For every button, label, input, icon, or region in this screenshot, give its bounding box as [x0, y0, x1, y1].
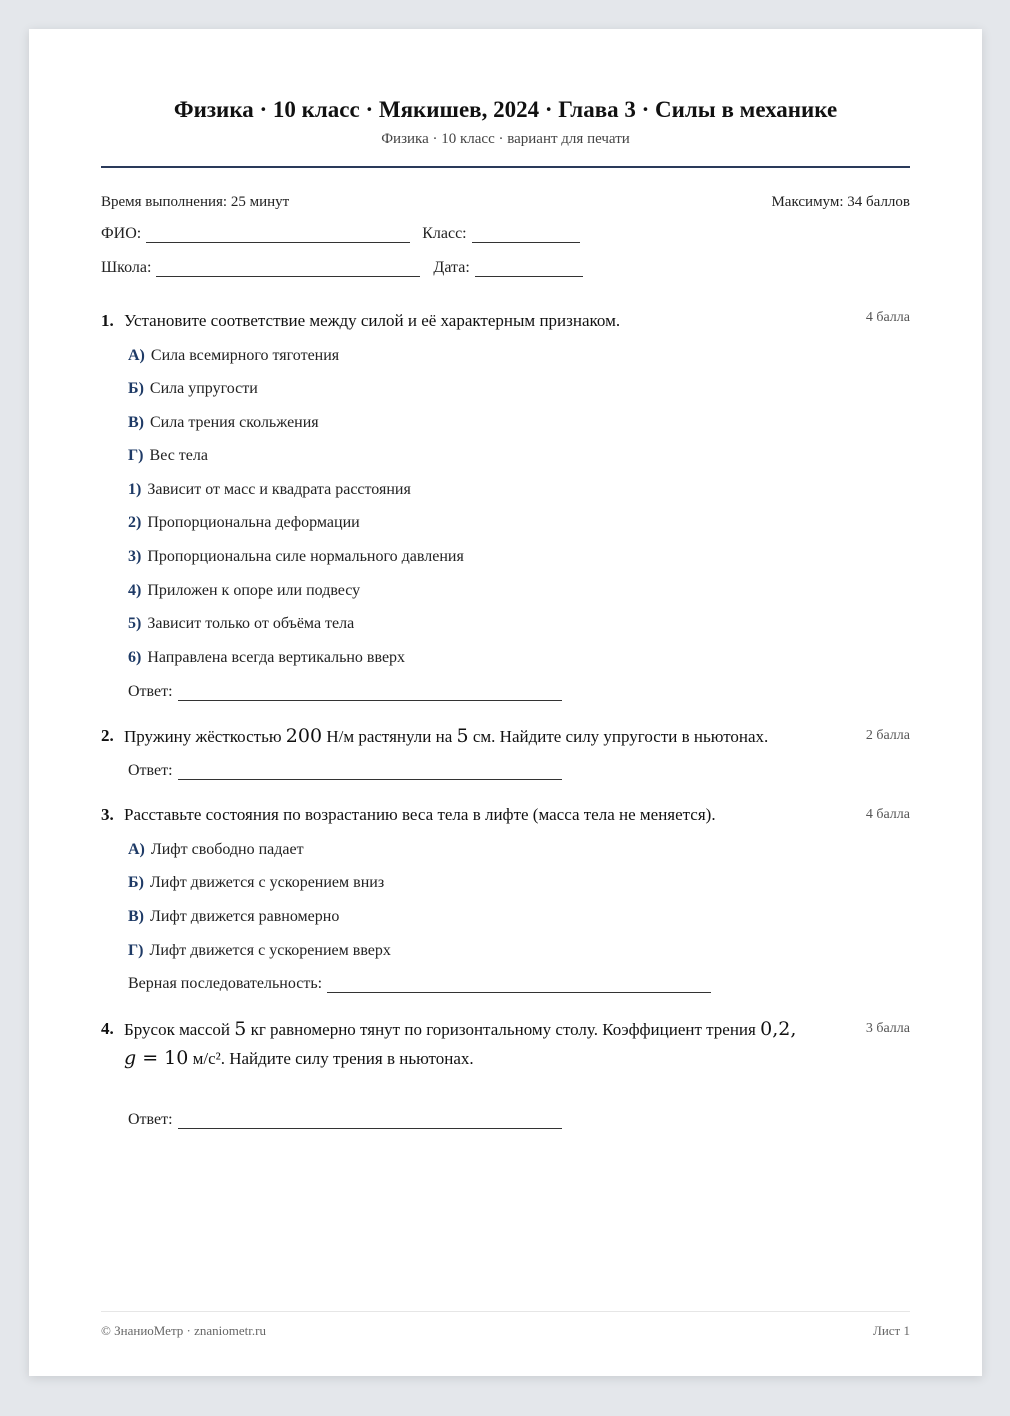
option-item: [128, 582, 360, 600]
option-item: [128, 514, 360, 532]
fio-field[interactable]: [146, 229, 410, 243]
answer-label: Ответ:: [128, 762, 173, 779]
fio-class-row: [101, 225, 580, 243]
school-label: Школа:: [101, 259, 152, 276]
option-text: Лифт движется равномерно: [150, 908, 340, 925]
option-item: [128, 942, 391, 960]
answer-field[interactable]: [178, 766, 562, 780]
class-label: Класс:: [422, 225, 467, 242]
option-item: [128, 347, 339, 365]
option-item: [128, 481, 411, 499]
date-field[interactable]: [475, 263, 583, 277]
option-label: А): [128, 347, 145, 364]
question-1: [101, 307, 910, 700]
fio-label: ФИО:: [101, 225, 142, 242]
math-value: 0,2: [760, 1018, 791, 1040]
page-title: Физика · 10 класс · Мякишев, 2024 · Глава 3 · Силы в механике: [173, 97, 838, 122]
answer-row: [128, 1111, 562, 1129]
question-number: 2.: [101, 726, 114, 745]
option-label: 1): [128, 481, 142, 498]
question-points: 4 балла: [865, 807, 910, 822]
answer-row: [128, 975, 711, 993]
option-item: [128, 380, 258, 398]
answer-label: Ответ:: [128, 683, 173, 700]
class-field[interactable]: [472, 229, 580, 243]
option-text: Пропорциональна силе нормального давления: [147, 548, 464, 565]
option-label: 3): [128, 548, 142, 565]
answer-field[interactable]: [178, 1115, 562, 1129]
math-value: ,: [790, 1018, 797, 1040]
text-fragment: Брусок массой: [124, 1020, 235, 1039]
option-text: Лифт движется с ускорением вверх: [149, 942, 391, 959]
date-label: Дата:: [433, 259, 470, 276]
worksheet-page: [29, 29, 982, 1376]
option-label: Б): [128, 380, 144, 397]
answer-row: [128, 683, 562, 701]
max-score: Максимум: 34 баллов: [771, 194, 910, 210]
option-label: Б): [128, 874, 144, 891]
option-text: Вес тела: [149, 447, 208, 464]
question-number: 4.: [101, 1019, 114, 1038]
option-label: А): [128, 841, 145, 858]
option-text: Пропорциональна деформации: [147, 514, 360, 531]
question-4: [101, 1015, 910, 1128]
question-points: 3 балла: [865, 1021, 910, 1036]
option-label: 6): [128, 649, 142, 666]
option-text: Лифт свободно падает: [150, 841, 304, 858]
answer-field[interactable]: [327, 979, 711, 993]
question-points: 2 балла: [865, 728, 910, 743]
question-text: [101, 722, 910, 751]
answer-field[interactable]: [178, 687, 562, 701]
math-value: 200: [285, 725, 323, 747]
question-text: Установите соответствие между силой и её характерным признаком.: [124, 311, 621, 330]
answer-label: Верная последовательность:: [128, 975, 323, 992]
option-text: Сила трения скольжения: [150, 414, 319, 431]
page-subtitle: Физика · 10 класс · вариант для печати: [381, 131, 630, 147]
option-item: [128, 447, 208, 465]
text-fragment: см. Найдите силу упругости в ньютонах.: [468, 727, 769, 746]
footer-divider: [101, 1311, 910, 1312]
footer-copyright: © ЗнаниоМетр · znaniometr.ru: [101, 1323, 266, 1338]
school-date-row: [101, 259, 583, 277]
option-label: 5): [128, 615, 142, 632]
question-points: 4 балла: [865, 310, 910, 325]
question-number: 3.: [101, 805, 114, 824]
option-text: Зависит от масс и квадрата расстояния: [147, 481, 411, 498]
header-divider: [101, 166, 910, 168]
option-label: Г): [128, 447, 144, 464]
math-variable: g: [124, 1047, 137, 1069]
option-label: Г): [128, 942, 144, 959]
question-3: [101, 801, 910, 992]
option-item: [128, 414, 319, 432]
text-fragment: м/с². Найдите силу трения в ньютонах.: [188, 1049, 474, 1068]
question-text: Расставьте состояния по возрастанию веса тела в лифте (масса тела не меняется).: [124, 805, 716, 824]
option-text: Сила всемирного тяготения: [150, 347, 340, 364]
question-text: [101, 1015, 910, 1073]
option-item: [128, 615, 354, 633]
school-field[interactable]: [156, 263, 420, 277]
option-text: Зависит только от объёма тела: [147, 615, 355, 632]
option-item: [128, 908, 339, 926]
question-number: 1.: [101, 311, 114, 330]
time-limit: Время выполнения: 25 минут: [101, 194, 290, 210]
option-label: В): [128, 908, 144, 925]
text-fragment: кг равномерно тянут по горизонтальному столу. Коэффициент трения: [246, 1020, 761, 1039]
answer-row: [128, 762, 562, 780]
answer-label: Ответ:: [128, 1111, 173, 1128]
option-text: Лифт движется с ускорением вниз: [149, 874, 385, 891]
option-item: [128, 841, 304, 859]
footer-page-number: Лист 1: [873, 1323, 910, 1338]
option-item: [128, 548, 464, 566]
text-fragment: Пружину жёсткостью: [124, 727, 286, 746]
math-value: 5: [456, 725, 469, 747]
question-2: [101, 722, 910, 779]
option-item: [128, 649, 405, 667]
option-text: Направлена всегда вертикально вверх: [147, 649, 406, 666]
option-label: В): [128, 414, 144, 431]
option-item: [128, 874, 384, 892]
text-fragment: Н/м растянули на: [322, 727, 457, 746]
math-value: = 10: [136, 1047, 189, 1069]
option-text: Сила упругости: [149, 380, 258, 397]
math-value: 5: [234, 1018, 247, 1040]
option-label: 2): [128, 514, 142, 531]
option-text: Приложен к опоре или подвесу: [147, 582, 361, 599]
option-label: 4): [128, 582, 142, 599]
